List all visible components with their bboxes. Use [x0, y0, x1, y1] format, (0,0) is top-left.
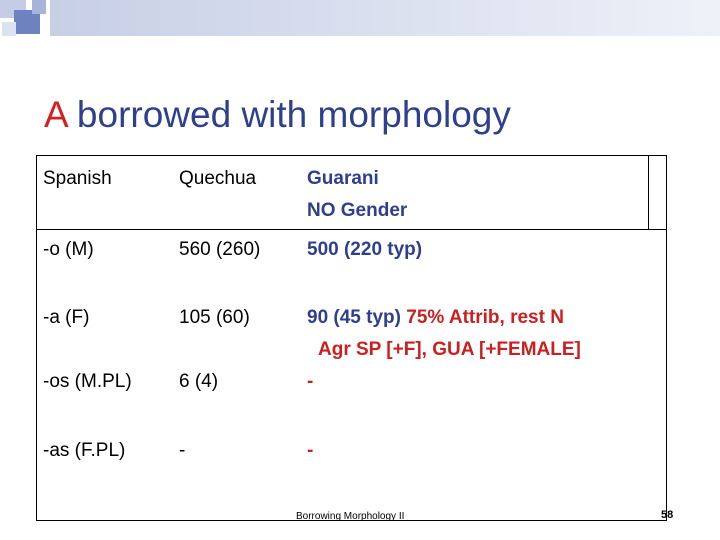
cell-quechua: 6 (4) — [179, 371, 219, 392]
cell-quechua: 560 (260) — [179, 239, 261, 260]
guarani-note: 75% Attrib, rest N — [406, 307, 564, 328]
table-divider — [648, 155, 649, 229]
slide-title — [44, 94, 511, 136]
table-divider — [36, 229, 666, 230]
title-letter: A — [44, 94, 67, 135]
slide-footer: Borrowing Morphology II — [296, 511, 405, 522]
title-text: borrowed with morphology — [66, 94, 511, 135]
data-table — [36, 155, 667, 521]
header-bar — [50, 0, 720, 36]
header-no-gender: NO Gender — [307, 200, 408, 221]
decor-square — [32, 0, 46, 14]
decor-square — [2, 22, 16, 36]
header-spanish: Spanish — [43, 168, 112, 189]
guarani-count: 90 (45 typ) — [307, 307, 407, 328]
cell-spanish: -os (M.PL) — [43, 371, 132, 392]
cell-quechua: - — [179, 440, 186, 461]
cell-guarani — [307, 305, 564, 331]
cell-guarani: - — [307, 440, 314, 461]
guarani-note-2: Agr SP [+F], GUA [+FEMALE] — [318, 339, 581, 360]
header-quechua: Quechua — [179, 168, 257, 189]
header-guarani: Guarani — [307, 168, 379, 189]
cell-spanish: -as (F.PL) — [43, 440, 126, 461]
cell-spanish: -a (F) — [43, 307, 90, 328]
page-number: 58 — [661, 509, 674, 521]
cell-spanish: -o (M) — [43, 239, 94, 260]
header-divider — [50, 36, 720, 37]
cell-guarani: - — [307, 371, 314, 392]
cell-quechua: 105 (60) — [179, 307, 250, 328]
cell-guarani: 500 (220 typ) — [307, 239, 423, 260]
